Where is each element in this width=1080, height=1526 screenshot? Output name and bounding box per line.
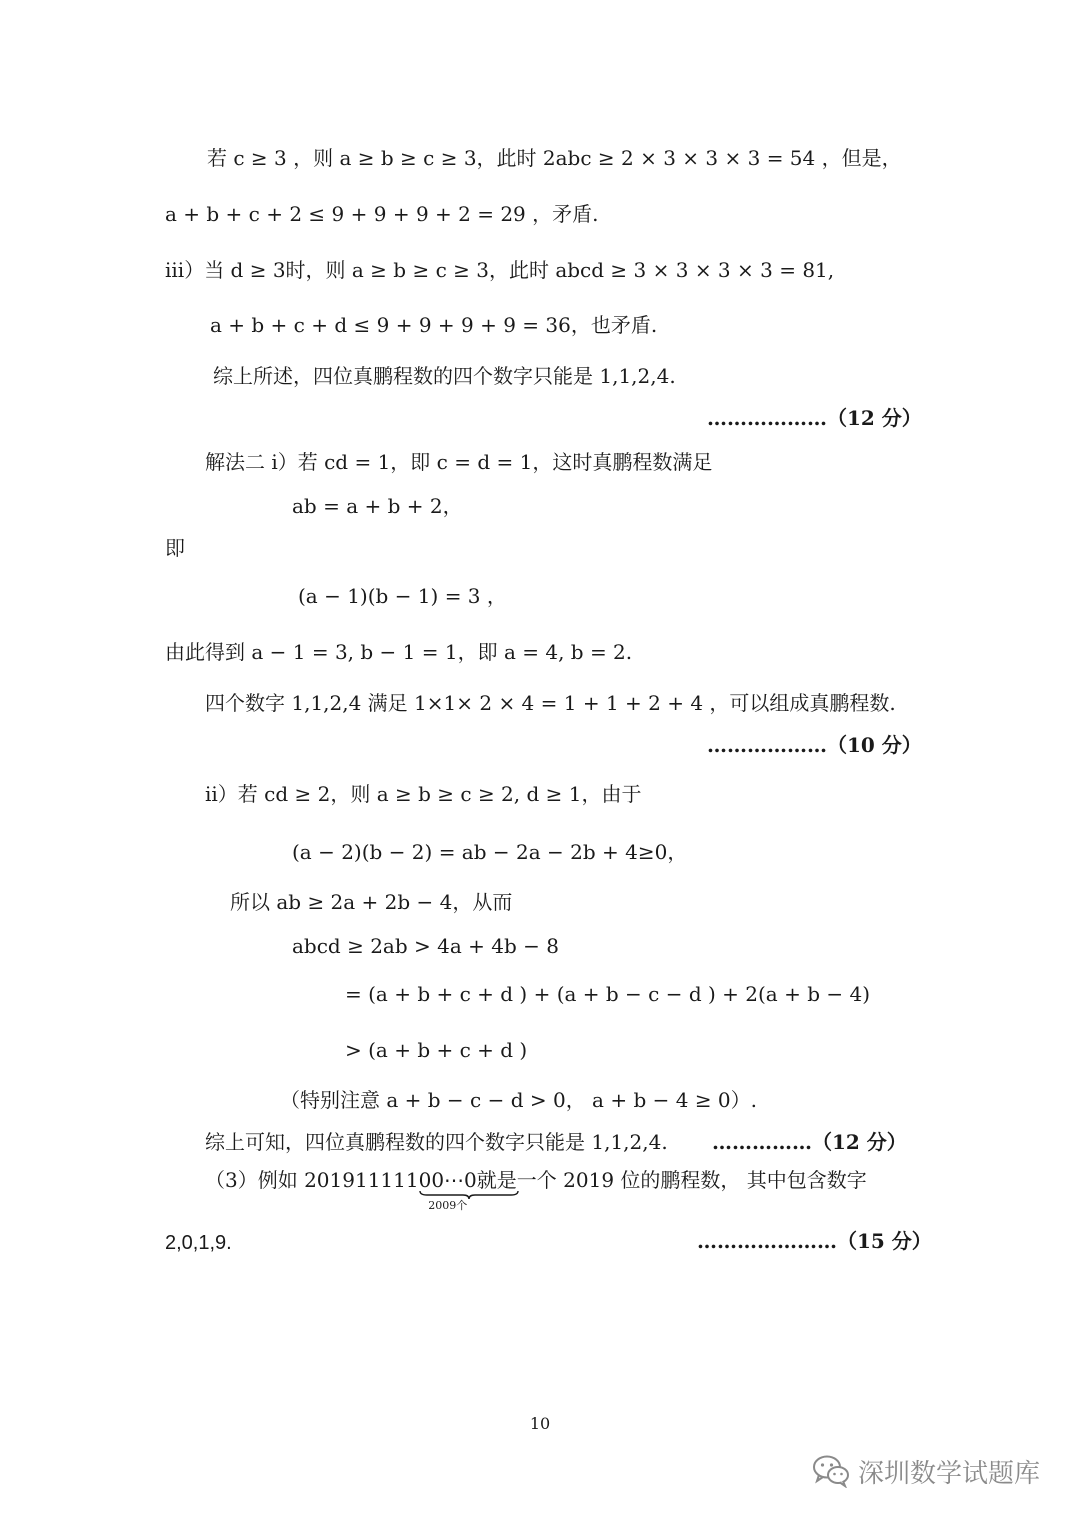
text-line-20 (205, 1166, 867, 1212)
text-line-6: 解法二 i）若 cd = 1，即 c = d = 1，这时真鹏程数满足 (205, 450, 713, 474)
text-line-16: = (a + b + c + d ) + (a + b − c − d ) + 2(a + b − 4) (345, 982, 871, 1006)
text-line-1: 若 c ≥ 3 ，则 a ≥ b ≥ c ≥ 3，此时 2abc ≥ 2 × 3 × 3 × 3 = 54 ，但是， (207, 146, 902, 170)
text-line-8: 即 (165, 536, 185, 560)
underbrace-label: 2009个 (428, 1199, 468, 1212)
score-marker-10: ………………（10 分） (707, 733, 922, 757)
text-line-17: > (a + b + c + d ) (345, 1038, 528, 1062)
text-line-11: 四个数字 1,1,2,4 满足 1×1× 2 × 4 = 1 + 1 + 2 + 4 ，可以组成真鹏程数. (205, 691, 896, 715)
text-line-14: 所以 ab ≥ 2a + 2b − 4，从而 (230, 890, 513, 914)
text-line-20-start: （3）例如 201911111 (205, 1168, 419, 1192)
score-marker-15: …………………（15 分） (697, 1229, 932, 1253)
underbrace-group (418, 1166, 477, 1212)
text-line-3: iii）当 d ≥ 3时，则 a ≥ b ≥ c ≥ 3，此时 abcd ≥ 3 × 3 × 3 × 3 = 81, (165, 258, 835, 282)
page-number: 10 (529, 1414, 551, 1433)
text-line-21: 2,0,1,9. (165, 1232, 232, 1254)
text-line-5: 综上所述，四位真鹏程数的四个数字只能是 1,1,2,4. (213, 364, 676, 388)
text-line-18: （特别注意 a + b − c − d > 0， a + b − 4 ≥ 0）. (280, 1088, 758, 1112)
text-line-13: (a − 2)(b − 2) = ab − 2a − 2b + 4≥0， (292, 840, 688, 864)
repeated-zeros: 00⋯0 (418, 1168, 477, 1192)
text-line-15: abcd ≥ 2ab > 4a + 4b − 8 (292, 934, 559, 958)
watermark-text: 深圳数学试题库 (858, 1458, 1041, 1489)
text-line-10: 由此得到 a − 1 = 3, b − 1 = 1，即 a = 4, b = 2. (165, 640, 633, 664)
text-line-7: ab = a + b + 2， (292, 494, 463, 518)
text-line-9: (a − 1)(b − 1) = 3 ， (298, 584, 507, 608)
text-line-19: 综上可知，四位真鹏程数的四个数字只能是 1,1,2,4. (205, 1130, 668, 1154)
wechat-icon (812, 1454, 850, 1488)
text-line-12: ii）若 cd ≥ 2，则 a ≥ b ≥ c ≥ 2, d ≥ 1，由于 (205, 782, 642, 806)
score-marker-12: ………………（12 分） (707, 406, 922, 430)
text-line-20-end: 就是一个 2019 位的鹏程数， 其中包含数字 (476, 1168, 867, 1192)
text-line-4: a + b + c + d ≤ 9 + 9 + 9 + 9 = 36，也矛盾. (210, 313, 658, 337)
text-line-2: a + b + c + 2 ≤ 9 + 9 + 9 + 2 = 29 ，矛盾. (165, 202, 599, 226)
watermark (812, 1447, 1040, 1495)
score-marker-12b: ……………（12 分） (712, 1130, 907, 1154)
